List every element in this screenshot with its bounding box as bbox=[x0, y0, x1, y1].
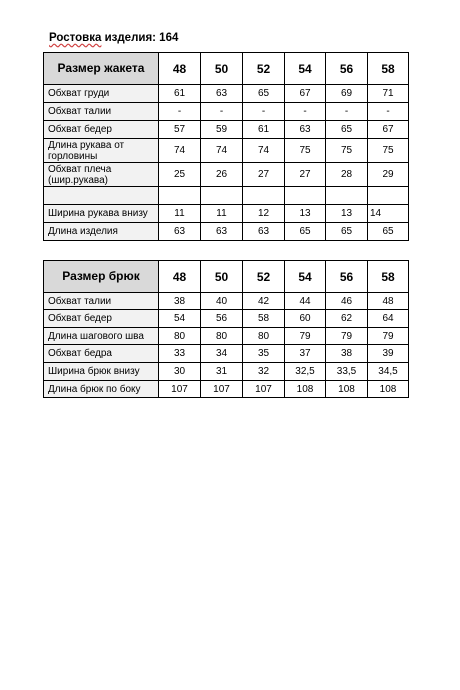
table-row bbox=[44, 223, 409, 241]
jacket-size-table bbox=[43, 52, 409, 241]
value-cell: 39 bbox=[368, 345, 409, 363]
table-row bbox=[44, 205, 409, 223]
row-label-cell: Обхват груди bbox=[44, 85, 159, 103]
value-cell: 107 bbox=[243, 381, 285, 398]
value-cell: 46 bbox=[326, 293, 368, 310]
value-cell: 79 bbox=[326, 328, 368, 345]
table-row bbox=[44, 121, 409, 139]
value-cell: 40 bbox=[201, 293, 243, 310]
row-label-cell: Обхват талии bbox=[44, 103, 159, 121]
value-cell: 61 bbox=[159, 85, 201, 103]
table-row bbox=[44, 293, 409, 310]
value-cell: 48 bbox=[368, 293, 409, 310]
row-label-cell: Обхват бедра bbox=[44, 345, 159, 363]
value-cell bbox=[326, 187, 368, 205]
pants-size-table bbox=[43, 260, 409, 398]
header-label-cell: Размер брюк bbox=[44, 261, 159, 293]
row-label-cell: Ширина брюк внизу bbox=[44, 363, 159, 381]
value-cell: 44 bbox=[285, 293, 326, 310]
growth-title bbox=[49, 32, 178, 44]
value-cell: 107 bbox=[159, 381, 201, 398]
growth-title-rest: изделия: 164 bbox=[101, 32, 179, 44]
size-header-cell: 48 bbox=[159, 261, 201, 293]
table-row bbox=[44, 381, 409, 398]
table-row bbox=[44, 310, 409, 328]
value-cell: 33,5 bbox=[326, 363, 368, 381]
value-cell: 75 bbox=[285, 139, 326, 163]
value-cell bbox=[285, 187, 326, 205]
value-cell: 107 bbox=[201, 381, 243, 398]
value-cell bbox=[243, 187, 285, 205]
size-header-cell: 54 bbox=[285, 261, 326, 293]
table-row bbox=[44, 139, 409, 163]
value-cell: 29 bbox=[368, 163, 409, 187]
value-cell: 54 bbox=[159, 310, 201, 328]
value-cell: 63 bbox=[201, 85, 243, 103]
value-cell: - bbox=[368, 103, 409, 121]
value-cell: 65 bbox=[243, 85, 285, 103]
row-label-cell: Ширина рукава внизу bbox=[44, 205, 159, 223]
size-header-cell: 52 bbox=[243, 53, 285, 85]
value-cell: 38 bbox=[326, 345, 368, 363]
table-row bbox=[44, 163, 409, 187]
value-cell: 75 bbox=[368, 139, 409, 163]
table-row bbox=[44, 363, 409, 381]
value-cell: 71 bbox=[368, 85, 409, 103]
value-cell: 30 bbox=[159, 363, 201, 381]
size-header-cell: 54 bbox=[285, 53, 326, 85]
value-cell: 65 bbox=[368, 223, 409, 241]
size-header-cell: 48 bbox=[159, 53, 201, 85]
value-cell: 34 bbox=[201, 345, 243, 363]
value-cell: 56 bbox=[201, 310, 243, 328]
value-cell: 59 bbox=[201, 121, 243, 139]
value-cell: 34,5 bbox=[368, 363, 409, 381]
size-header-cell: 58 bbox=[368, 261, 409, 293]
row-label-cell: Длина шагового шва bbox=[44, 328, 159, 345]
value-cell: 63 bbox=[159, 223, 201, 241]
value-cell: 27 bbox=[243, 163, 285, 187]
size-header-cell: 58 bbox=[368, 53, 409, 85]
value-cell: 64 bbox=[368, 310, 409, 328]
value-cell: 32,5 bbox=[285, 363, 326, 381]
value-cell: - bbox=[159, 103, 201, 121]
value-cell: 26 bbox=[201, 163, 243, 187]
value-cell: 13 bbox=[285, 205, 326, 223]
value-cell: 65 bbox=[326, 223, 368, 241]
value-cell: 11 bbox=[159, 205, 201, 223]
value-cell: 11 bbox=[201, 205, 243, 223]
value-cell bbox=[368, 187, 409, 205]
value-cell: 60 bbox=[285, 310, 326, 328]
row-label-cell: Обхват талии bbox=[44, 293, 159, 310]
value-cell: 65 bbox=[285, 223, 326, 241]
value-cell: 33 bbox=[159, 345, 201, 363]
row-label-cell bbox=[44, 187, 159, 205]
value-cell: 63 bbox=[285, 121, 326, 139]
value-cell: 27 bbox=[285, 163, 326, 187]
value-cell: 108 bbox=[368, 381, 409, 398]
row-label-cell: Длина рукава от горловины bbox=[44, 139, 159, 163]
value-cell: 74 bbox=[159, 139, 201, 163]
value-cell: 37 bbox=[285, 345, 326, 363]
value-cell: 74 bbox=[243, 139, 285, 163]
size-header-cell: 56 bbox=[326, 261, 368, 293]
value-cell: 35 bbox=[243, 345, 285, 363]
row-label-cell: Обхват бедер bbox=[44, 121, 159, 139]
value-cell: 62 bbox=[326, 310, 368, 328]
value-cell: 57 bbox=[159, 121, 201, 139]
value-cell: 63 bbox=[201, 223, 243, 241]
value-cell: 69 bbox=[326, 85, 368, 103]
value-cell: 61 bbox=[243, 121, 285, 139]
value-cell: 74 bbox=[201, 139, 243, 163]
size-header-cell: 52 bbox=[243, 261, 285, 293]
size-header-cell: 50 bbox=[201, 53, 243, 85]
value-cell: 67 bbox=[285, 85, 326, 103]
value-cell: 13 bbox=[326, 205, 368, 223]
size-header-cell: 56 bbox=[326, 53, 368, 85]
table-row bbox=[44, 328, 409, 345]
header-row bbox=[44, 261, 409, 293]
value-cell: 80 bbox=[201, 328, 243, 345]
size-header-cell: 50 bbox=[201, 261, 243, 293]
header-row bbox=[44, 53, 409, 85]
value-cell: 67 bbox=[368, 121, 409, 139]
growth-title-prefix: Ростовка bbox=[49, 32, 102, 44]
value-cell: 108 bbox=[326, 381, 368, 398]
value-cell: 79 bbox=[368, 328, 409, 345]
row-label-cell: Длина изделия bbox=[44, 223, 159, 241]
value-cell: 25 bbox=[159, 163, 201, 187]
row-label-cell: Обхват бедер bbox=[44, 310, 159, 328]
table-row bbox=[44, 187, 409, 205]
value-cell: - bbox=[243, 103, 285, 121]
value-cell bbox=[159, 187, 201, 205]
value-cell: - bbox=[326, 103, 368, 121]
value-cell: 80 bbox=[159, 328, 201, 345]
table-row bbox=[44, 85, 409, 103]
value-cell: 28 bbox=[326, 163, 368, 187]
row-label-cell: Длина брюк по боку bbox=[44, 381, 159, 398]
table-row bbox=[44, 103, 409, 121]
value-cell: - bbox=[285, 103, 326, 121]
value-cell: 63 bbox=[243, 223, 285, 241]
table-row bbox=[44, 345, 409, 363]
value-cell: 79 bbox=[285, 328, 326, 345]
row-label-cell: Обхват плеча (шир.рукава) bbox=[44, 163, 159, 187]
value-cell: 65 bbox=[326, 121, 368, 139]
value-cell: 42 bbox=[243, 293, 285, 310]
value-cell: 75 bbox=[326, 139, 368, 163]
value-cell: - bbox=[201, 103, 243, 121]
value-cell: 31 bbox=[201, 363, 243, 381]
value-cell: 38 bbox=[159, 293, 201, 310]
value-cell: 12 bbox=[243, 205, 285, 223]
header-label-cell: Размер жакета bbox=[44, 53, 159, 85]
value-cell: 14 bbox=[368, 205, 409, 223]
value-cell: 108 bbox=[285, 381, 326, 398]
value-cell bbox=[201, 187, 243, 205]
value-cell: 32 bbox=[243, 363, 285, 381]
value-cell: 80 bbox=[243, 328, 285, 345]
value-cell: 58 bbox=[243, 310, 285, 328]
